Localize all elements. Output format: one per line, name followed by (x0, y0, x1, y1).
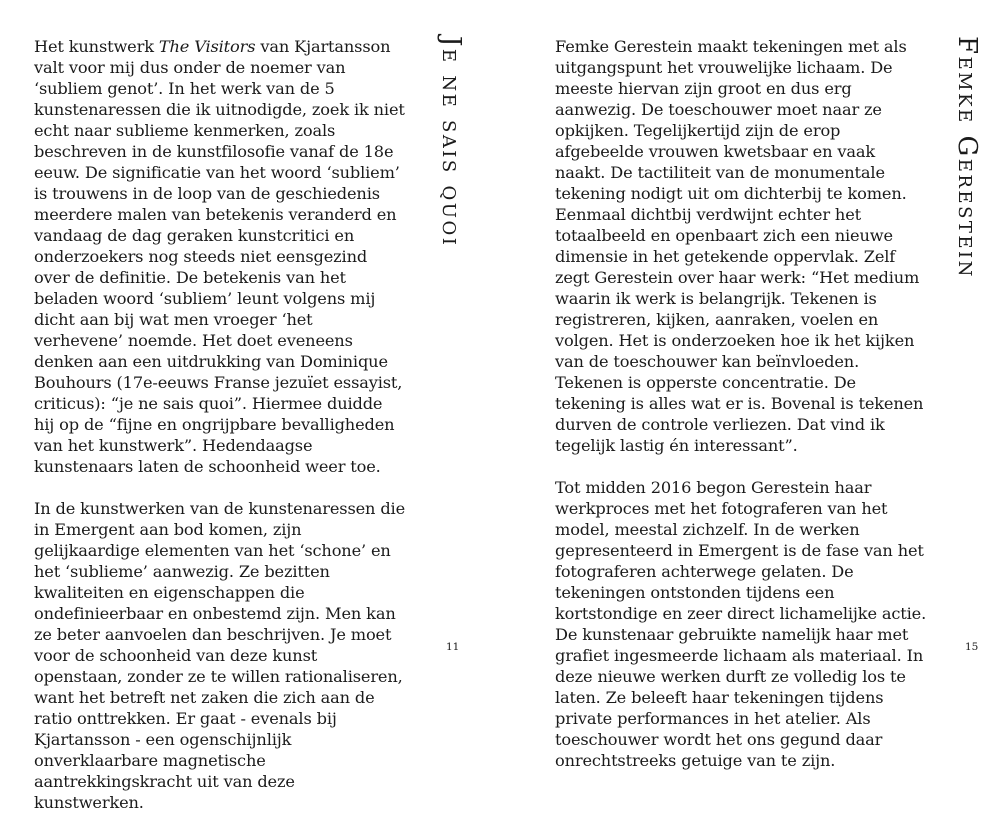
text-segment: Tot midden 2016 begon Gerestein haar werkproces met het fotograferen van het model, meestal zichzelf. In de werken gepresenteerd in Emergent is de fase van het fotograferen achterwege gelaten. De tekeningen ontstonden tijdens een kortstondige en zeer direct lichamelijke actie. De kunstenaar gebruikte namelijk haar met grafiet ingesmeerde lichaam als materiaal. In deze nieuwe werken durft ze volledig los te laten. Ze beleeft haar tekeningen tijdens private performances in het atelier. Als toeschouwer wordt het ons gegund daar onrechtstreeks getuige van te zijn. (555, 478, 927, 770)
left-page (0, 0, 500, 812)
right-page-title: Femke Gerestein (952, 36, 982, 279)
text-segment: Femke Gerestein maakt tekeningen met als uitgangspunt het vrouwelijke lichaam. De meeste hiervan zijn groot en dus erg aanwezig. De toeschouwer moet naar ze opkijken. Tegelijkertijd zijn de erop afgebeelde vrouwen kwetsbaar en vaak naakt. De tactiliteit van de monumentale tekening nodigt uit om dichterbij te komen. Eenmaal dichtbij verdwijnt echter het totaalbeeld en openbaart zich een nieuwe dimensie in het getekende oppervlak. Zelf zegt Gerestein over haar werk: “Het medium waarin ik werk is belangrijk. Tekenen is registreren, kijken, aanraken, voelen en volgen. Het is onderzoeken hoe ik het kijken van de toeschouwer kan beïnvloeden. Tekenen is opperste concentratie. De tekening is alles wat er is. Bovenal is tekenen durven de controle verliezen. Dat vind ik tegelijk lastig én interessant”. (555, 37, 924, 455)
right-paragraph-1 (555, 36, 927, 456)
left-page-title: Je ne sais quoi (436, 36, 466, 248)
left-page-number: 11 (446, 641, 460, 653)
artwork-title: The Visitors (158, 37, 256, 56)
left-paragraph-1 (34, 36, 406, 477)
text-segment: van Kjartansson valt voor mij dus onder de noemer van ‘subliem genot’. In het werk van de 5 kunstenaressen die ik uitnodigde, zoek ik niet echt naar sublieme kenmerken, zoals beschreven in de kunstfilosofie vanaf de 18e eeuw. De significatie van het woord ‘subliem’ is trouwens in de loop van de geschiedenis meerdere malen van betekenis veranderd en vandaag de dag geraken kunstcritici en onderzoekers nog steeds niet eensgezind over de definitie. De betekenis van het beladen woord ‘subliem’ leunt volgens mij dicht aan bij wat men vroeger ‘het verhevene’ noemde. Het doet eveneens denken aan een uitdrukking van Dominique Bouhours (17e-eeuws Franse jezuïet essayist, criticus): “je ne sais quoi”. Hiermee duidde hij op de “fijne en ongrijpbare bevalligheden van het kunstwerk”. Hedendaagse kunstenaars laten de schoonheid weer toe. (34, 37, 405, 476)
left-paragraph-2 (34, 498, 406, 813)
right-page-body (555, 36, 927, 771)
right-page-number: 15 (965, 641, 979, 653)
text-segment: Het kunstwerk (34, 37, 159, 56)
text-segment: In de kunstwerken van de kunstenaressen die in Emergent aan bod komen, zijn gelijkaardige elementen van het ‘schone’ en het ‘sublieme’ aanwezig. Ze bezitten kwaliteiten en eigenschappen die ondefinieerbaar en onbestemd zijn. Men kan ze beter aanvoelen dan beschrijven. Je moet voor de schoonheid van deze kunst openstaan, zonder ze te willen rationaliseren, want het betreft net zaken die zich aan de ratio onttrekken. Er gaat - evenals bij Kjartansson - een ogenschijnlijk onverklaarbare magnetische aantrekkingskracht uit van deze kunstwerken. (34, 499, 405, 812)
right-paragraph-2 (555, 477, 927, 771)
right-page (500, 0, 1000, 770)
left-page-body (34, 36, 406, 813)
